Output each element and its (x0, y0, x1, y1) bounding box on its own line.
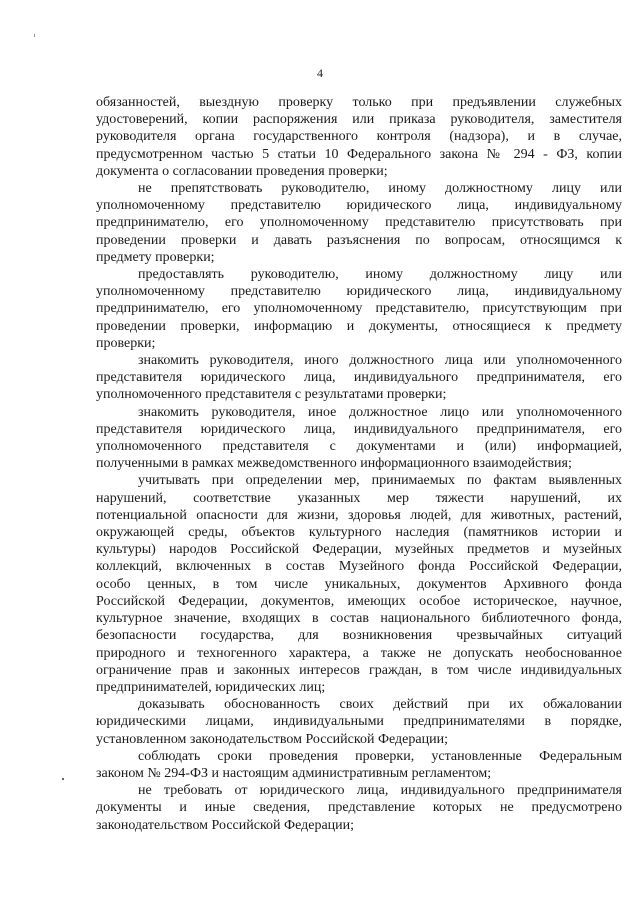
paragraph (96, 782, 622, 834)
text-line: представителя юридического лица, индивидуального предпринимателя, его (96, 421, 622, 437)
text-line: установленном законодательством Российской Федерации; (96, 731, 448, 747)
text-line: юридическими лицами, индивидуальными предпринимателями в порядке, (96, 714, 622, 730)
text-line: проведении проверки, информацию и документы, относящиеся к предмету (96, 318, 622, 334)
text-line: проверки; (96, 335, 156, 351)
text-line: соблюдать сроки проведения проверки, установленные Федеральным (138, 748, 622, 764)
text-line: Российской Федерации, документов, имеющих особое историческое, научное, (96, 593, 622, 609)
text-line: уполномоченному представителю юридического лица, индивидуальному (96, 198, 622, 214)
text-line: документы и иные сведения, представление которых не предусмотрено (96, 800, 622, 816)
text-line: знакомить руководителя, иного должностного лица или уполномоченного (138, 353, 622, 369)
text-line: культурное значение, входящих в состав национального библиотечного фонда, (96, 611, 622, 627)
text-line: коллекций, включенных в состав Музейного фонда Российской Федерации, (96, 559, 622, 575)
paragraph (96, 748, 622, 782)
text-line: доказывать обоснованность своих действий при их обжаловании (138, 697, 622, 713)
paragraph (96, 352, 622, 404)
text-line: безопасности государства, для возникновения чрезвычайных ситуаций (96, 628, 622, 644)
text-line: обязанностей, выездную проверку только при предъявлении служебных (96, 95, 622, 110)
paragraph (96, 180, 622, 266)
text-line: не требовать от юридического лица, индивидуального предпринимателя (138, 783, 622, 799)
text-line: не препятствовать руководителю, иному должностному лицу или (138, 181, 622, 197)
document-body (96, 94, 622, 834)
page-number: 4 (317, 66, 323, 80)
text-line: предусмотренном частью 5 статьи 10 Федерального закона № 294 - ФЗ, копии (96, 146, 622, 162)
text-line: знакомить руководителя, иное должностное лицо или уполномоченного (138, 404, 622, 420)
text-line: природного и техногенного характера, а также не допускать необоснованное (96, 645, 622, 661)
text-line: законодательством Российской Федерации; (96, 817, 355, 833)
text-line: уполномоченному представителю юридического лица, индивидуальному (96, 284, 622, 300)
text-line: руководителя органа государственного контроля (надзора), и в случае, (96, 129, 622, 145)
text-line: потенциальной опасности для жизни, здоровья людей, для животных, растений, (96, 507, 622, 523)
text-line: предпринимателей, юридических лиц; (96, 679, 326, 695)
paragraph (96, 266, 622, 352)
text-line: уполномоченного представителя с результатами проверки; (96, 387, 447, 403)
text-line: особо ценных, в том числе уникальных, документов Архивного фонда (96, 576, 622, 592)
text-line: окружающей среды, объектов культурного наследия (памятников истории и (96, 525, 622, 541)
paragraph (96, 94, 622, 180)
text-line: ограничение прав и законных интересов граждан, в том числе индивидуальных (96, 662, 622, 678)
text-line: документа о согласовании проведения проверки; (96, 163, 388, 179)
text-line: учитывать при определении мер, принимаемых по фактам выявленных (138, 473, 622, 489)
text-line: законом № 294-ФЗ и настоящим административным регламентом; (96, 765, 492, 781)
text-line: полученными в рамках межведомственного информационного взаимодействия; (96, 456, 572, 472)
text-line: предпринимателю, его уполномоченному представителю присутствовать при (96, 215, 622, 231)
scan-corner-mark (34, 34, 35, 37)
text-line: нарушений, соответствие указанных мер тяжести нарушений, их (96, 490, 622, 506)
paragraph (96, 472, 622, 696)
text-line: предпринимателю, его уполномоченному представителю, присутствующим при (96, 301, 622, 317)
paragraph (96, 404, 622, 473)
text-line: представителя юридического лица, индивидуального предпринимателя, его (96, 370, 622, 386)
text-line: уполномоченного представителя с документами и (или) информацией, (96, 439, 622, 455)
text-line: предоставлять руководителю, иному должностному лицу или (138, 267, 622, 283)
text-line: предмету проверки; (96, 249, 215, 265)
paragraph (96, 696, 622, 748)
text-line: культуры) народов Российской Федерации, музейных предметов и музейных (96, 542, 622, 558)
text-line: проведении проверки и давать разъяснения по вопросам, относящимся к (96, 232, 622, 248)
margin-dot-mark (62, 778, 64, 780)
text-line: удостоверений, копии распоряжения или приказа руководителя, заместителя (96, 112, 622, 128)
